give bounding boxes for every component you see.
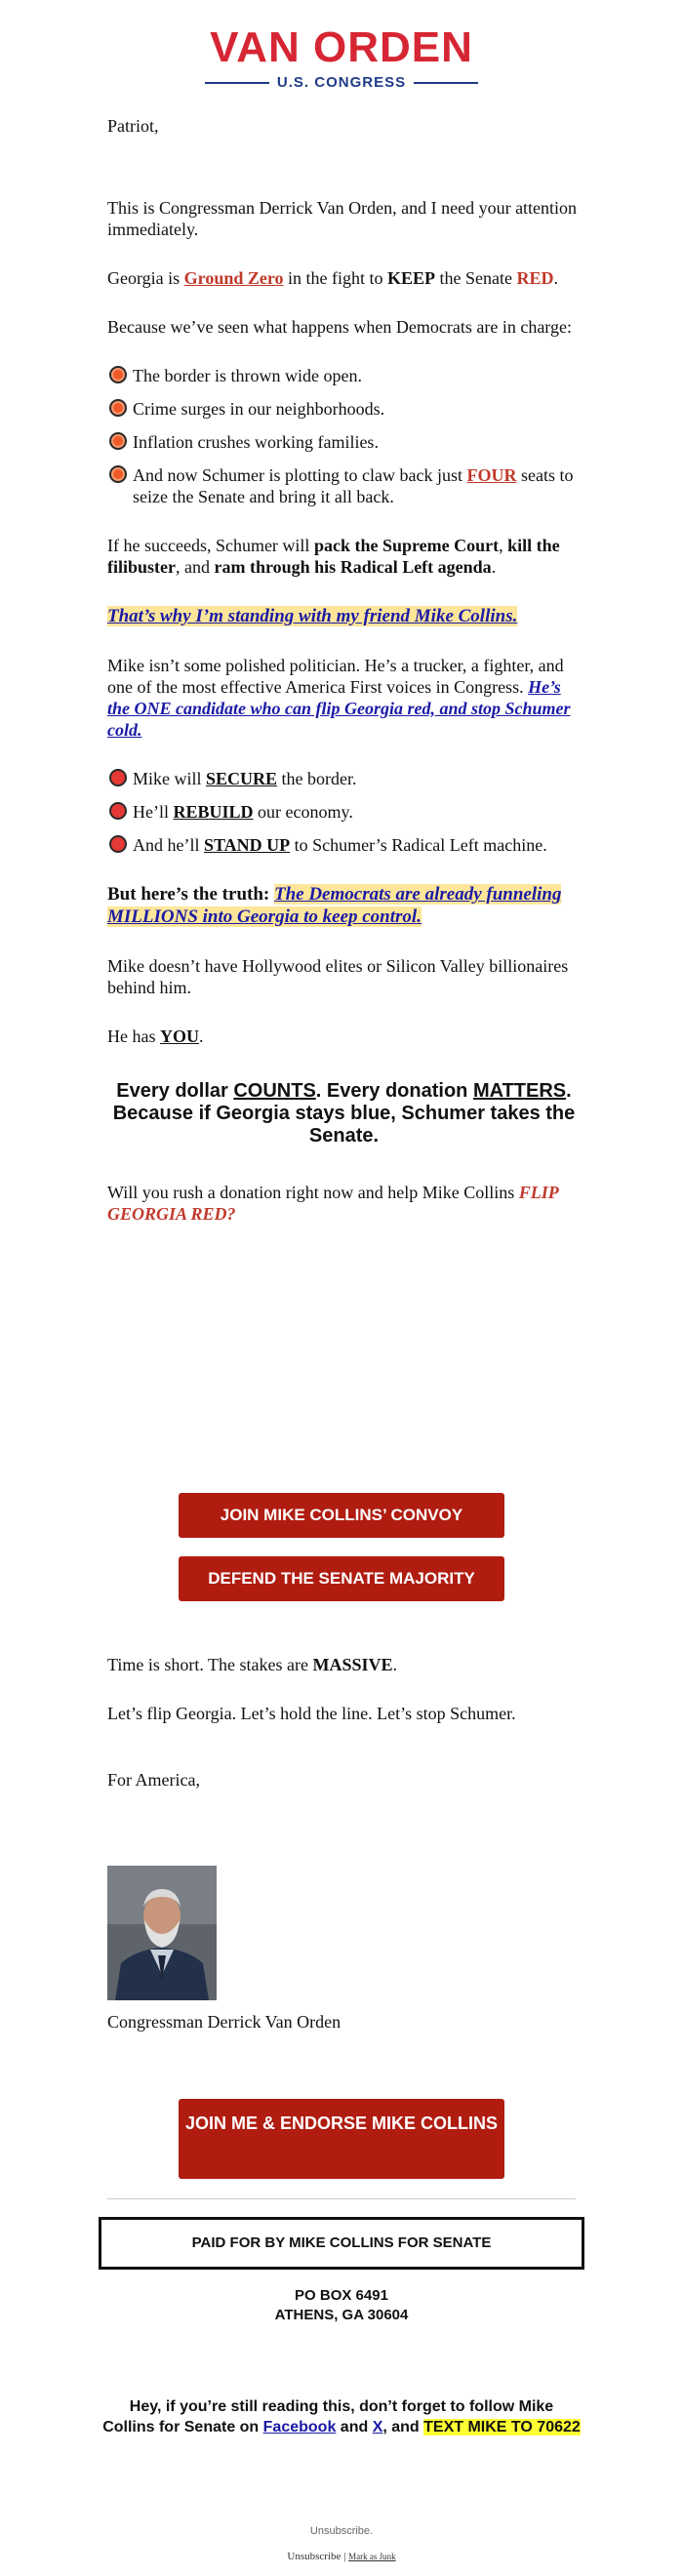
red-circle-icon xyxy=(109,399,127,417)
text-mike-callout: TEXT MIKE TO 70622 xyxy=(423,2419,581,2435)
bullet-post: the border. xyxy=(277,769,357,788)
bullet-text xyxy=(133,834,547,856)
succeeds-and: , and xyxy=(176,557,215,577)
portrait-illustration xyxy=(107,1866,217,2000)
truth-paragraph xyxy=(107,883,581,928)
mike-text: Mike isn’t some polished politician. He’s a trucker, a fighter, and one of the most effective America First voices in Congress. xyxy=(107,656,564,697)
red-circle-icon xyxy=(109,432,127,450)
filibuster-text: kill the filibuster xyxy=(107,536,560,577)
logo-rule-left xyxy=(205,82,269,84)
signer-name: Congressman Derrick Van Orden xyxy=(107,2012,342,2032)
democrat-bullets xyxy=(107,365,581,507)
bullet-post: our economy. xyxy=(253,802,353,822)
flip-line-paragraph: Let’s flip Georgia. Let’s hold the line. Let’s stop Schumer. xyxy=(107,1704,516,1723)
ground-zero-link[interactable]: Ground Zero xyxy=(183,268,284,288)
bullet-key: STAND UP xyxy=(203,835,291,855)
every-dollar-paragraph xyxy=(107,1080,581,1147)
mark-junk-link[interactable]: Mark as Junk xyxy=(348,2552,396,2561)
paid-for-disclaimer: PAID FOR BY MIKE COLLINS FOR SENATE xyxy=(99,2217,584,2270)
address-line-1: PO BOX 6491 xyxy=(295,2287,388,2304)
time-end: . xyxy=(392,1655,398,1674)
red-text: RED xyxy=(516,268,554,288)
follow-and: and xyxy=(336,2419,373,2435)
bullet-text: The border is thrown wide open. xyxy=(133,366,362,385)
address-line-2: ATHENS, GA 30604 xyxy=(274,2307,409,2323)
closing-section xyxy=(107,1654,581,1791)
georgia-paragraph xyxy=(107,267,581,289)
congressman-photo xyxy=(107,1866,217,2000)
succeeds-end: . xyxy=(491,557,497,577)
radical-agenda-text: ram through his Radical Left agenda xyxy=(214,557,492,577)
mike-paragraph xyxy=(107,655,581,741)
has-you-end: . xyxy=(198,1026,204,1046)
van-orden-logo xyxy=(0,25,683,91)
red-circle-icon xyxy=(109,366,127,383)
succeeds-paragraph xyxy=(107,535,581,578)
every-c: . Because if Georgia stays blue, Schumer takes the Senate. xyxy=(112,1080,576,1147)
because-paragraph: Because we’ve seen what happens when Democrats are in charge: xyxy=(107,317,572,337)
standing-paragraph xyxy=(107,605,581,627)
bullet4-pre: And now Schumer is plotting to claw back just xyxy=(133,465,467,485)
list-item xyxy=(107,431,581,453)
mike-bullets xyxy=(107,768,581,856)
supreme-court-text: pack the Supreme Court xyxy=(313,536,500,555)
rush-pre: Will you rush a donation right now and help Mike Collins xyxy=(107,1183,519,1202)
standing-link[interactable]: That’s why I’m standing with my friend Mike Collins. xyxy=(107,606,518,626)
follow-and-2: , and xyxy=(382,2419,424,2435)
bullet-text xyxy=(133,464,581,507)
bullet-pre: He’ll xyxy=(133,802,174,822)
massive-text: MASSIVE xyxy=(312,1655,393,1674)
follow-paragraph xyxy=(102,2396,581,2437)
every-b: . Every donation xyxy=(315,1080,473,1102)
has-you-pre: He has xyxy=(107,1026,160,1046)
you-text: YOU xyxy=(159,1026,199,1046)
has-you-paragraph xyxy=(107,1026,581,1047)
intro-paragraph: This is Congressman Derrick Van Orden, and I need your attention immediately. xyxy=(107,198,578,239)
succeeds-pre: If he succeeds, Schumer will xyxy=(107,536,314,555)
follow-pre: Hey, if you’re still reading this, don’t forget to follow Mike Collins for Senate on xyxy=(102,2398,554,2435)
footer-links xyxy=(0,2551,683,2562)
logo-subtitle xyxy=(205,74,478,91)
bullet-text xyxy=(133,801,353,823)
list-item xyxy=(107,768,581,789)
georgia-text-3: the Senate xyxy=(435,268,517,288)
matters-text: MATTERS xyxy=(472,1080,567,1102)
elites-paragraph: Mike doesn’t have Hollywood elites or Silicon Valley billionaires behind him. xyxy=(107,956,569,997)
keep-text: KEEP xyxy=(387,268,436,288)
bullet-text: Inflation crushes working families. xyxy=(133,432,379,452)
list-item xyxy=(107,398,581,420)
bullet-text: Crime surges in our neighborhoods. xyxy=(133,399,385,419)
bullet-post: to Schumer’s Radical Left machine. xyxy=(290,835,547,855)
counts-text: COUNTS xyxy=(233,1080,316,1102)
list-item xyxy=(107,834,581,856)
footer-separator: | xyxy=(341,2551,349,2562)
millions-link[interactable]: The Democrats are already funneling MILLIONS into Georgia to keep control. xyxy=(107,884,562,927)
mailing-address xyxy=(0,2286,683,2325)
georgia-text: Georgia is xyxy=(107,268,184,288)
list-item xyxy=(107,801,581,823)
time-pre: Time is short. The stakes are xyxy=(107,1655,313,1674)
x-link[interactable]: X xyxy=(372,2419,383,2435)
closing-line: For America, xyxy=(107,1770,200,1790)
join-convoy-button[interactable]: JOIN MIKE COLLINS’ CONVOY xyxy=(179,1493,504,1538)
one-candidate-link[interactable]: He’s the ONE candidate who can flip Georgia red, and stop Schumer cold. xyxy=(107,677,571,740)
divider xyxy=(107,2198,576,2199)
succeeds-comma: , xyxy=(499,536,508,555)
list-item xyxy=(107,464,581,507)
unsubscribe-footer-link[interactable]: Unsubscribe xyxy=(287,2551,342,2562)
red-circle-icon xyxy=(109,769,127,786)
email-body xyxy=(107,115,581,1252)
defend-senate-button[interactable]: DEFEND THE SENATE MAJORITY xyxy=(179,1556,504,1601)
bullet4-post: seats to seize the Senate and bring it all back. xyxy=(133,465,574,506)
red-circle-icon xyxy=(109,465,127,483)
bullet-key: SECURE xyxy=(206,769,278,788)
bullet-key: REBUILD xyxy=(173,802,254,822)
endorse-button[interactable]: JOIN ME & ENDORSE MIKE COLLINS xyxy=(179,2099,504,2179)
logo-name: VAN ORDEN xyxy=(210,23,473,71)
georgia-end: . xyxy=(553,268,559,288)
list-item xyxy=(107,365,581,386)
unsubscribe-link[interactable]: Unsubscribe. xyxy=(309,2525,374,2537)
flip-georgia-text: FLIP GEORGIA RED? xyxy=(107,1183,559,1224)
facebook-link[interactable]: Facebook xyxy=(262,2419,337,2435)
every-a: Every dollar xyxy=(116,1080,234,1102)
four-link[interactable]: FOUR xyxy=(466,465,517,485)
greeting: Patriot, xyxy=(107,116,159,136)
truth-pre: But here’s the truth: xyxy=(107,884,274,905)
logo-rule-right xyxy=(414,82,478,84)
bullet-pre: And he’ll xyxy=(133,835,204,855)
bullet-pre: Mike will xyxy=(133,769,206,788)
logo-sub-text: U.S. CONGRESS xyxy=(276,74,407,91)
time-short-paragraph xyxy=(107,1654,581,1675)
red-circle-icon xyxy=(109,802,127,820)
rush-paragraph xyxy=(107,1182,581,1225)
bullet-text xyxy=(133,768,357,789)
red-circle-icon xyxy=(109,835,127,853)
georgia-text-2: in the fight to xyxy=(283,268,388,288)
